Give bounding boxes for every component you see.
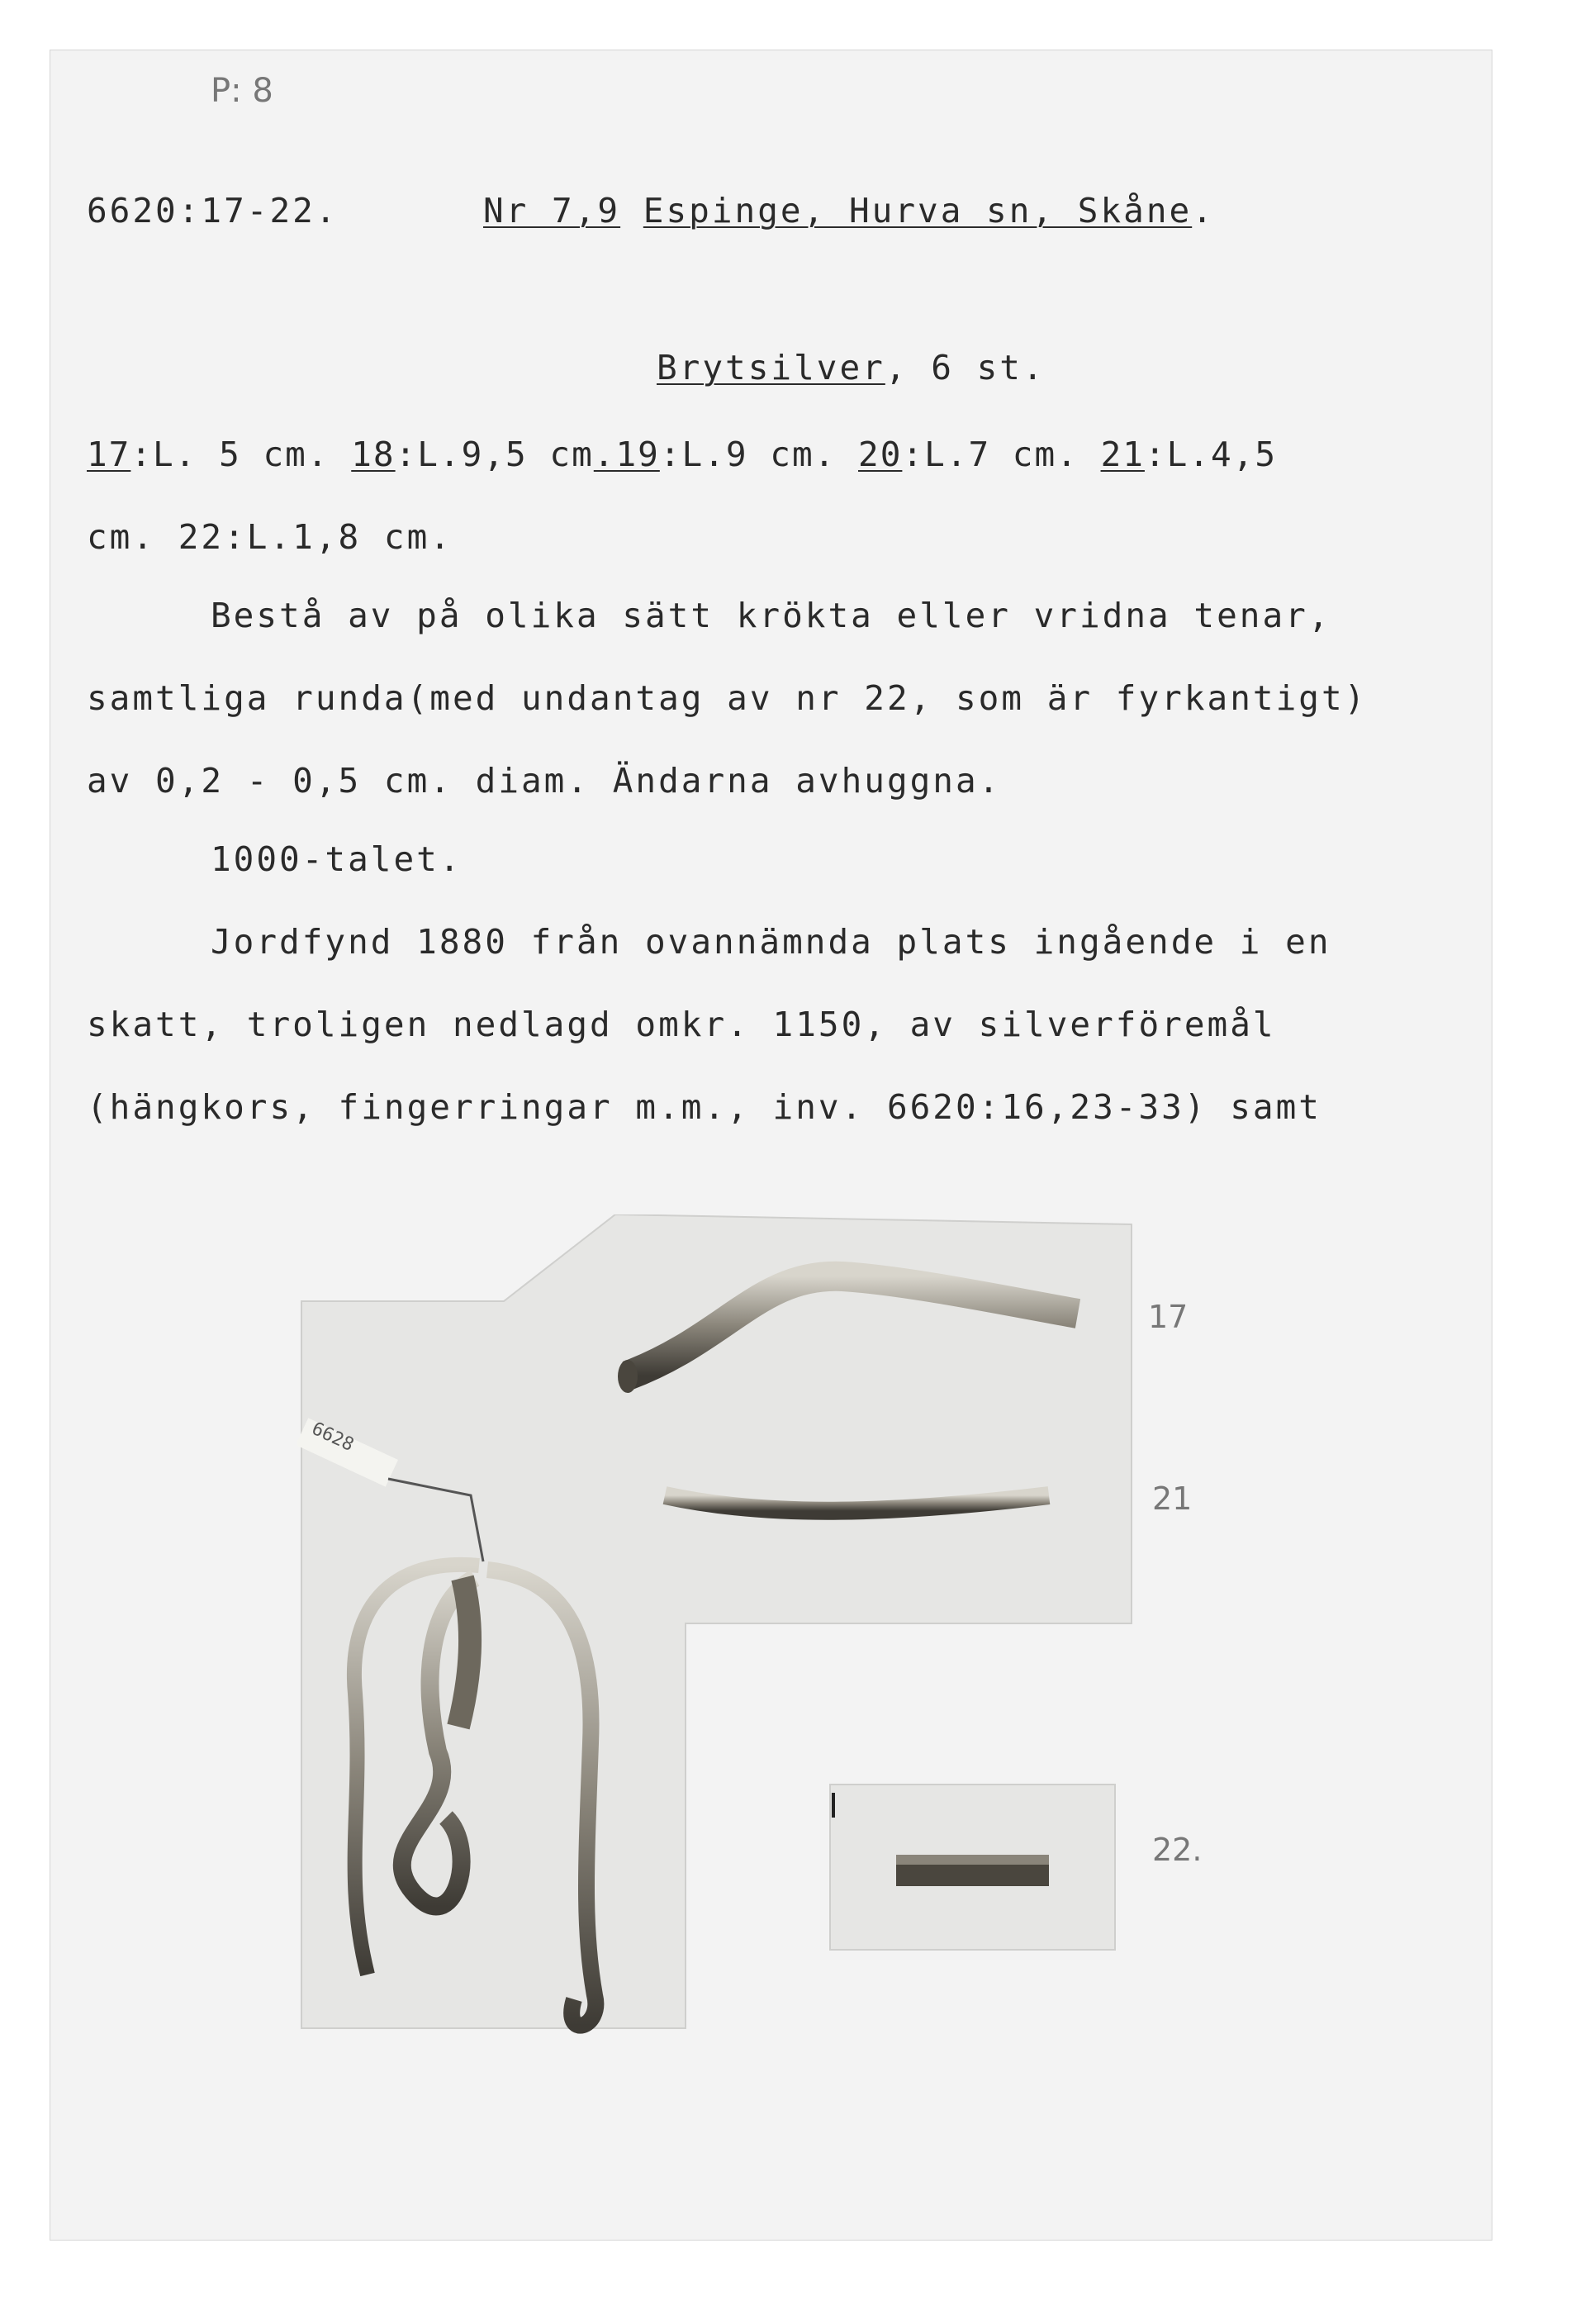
find-context-line-3: (hängkors, fingerringar m.m., inv. 6620:16,23-33) samt (87, 1087, 1321, 1127)
m20-val: :L.7 cm. (902, 435, 1079, 474)
m21-val: :L.4,5 (1144, 435, 1278, 474)
m20-num: 20 (858, 435, 903, 474)
m17-val: :L. 5 cm. (130, 435, 330, 474)
label-21: 21 (1152, 1480, 1193, 1517)
m18-val: :L.9,5 cm (395, 435, 594, 474)
museum-tag-number: 6628 (308, 1418, 358, 1456)
description-line-3: av 0,2 - 0,5 cm. diam. Ändarna avhuggna. (87, 761, 1002, 801)
find-context-line-1: Jordfynd 1880 från ovannämnda plats ingående i en (211, 922, 1331, 962)
m17-num: 17 (87, 435, 131, 474)
artifact-17-end (618, 1360, 638, 1393)
object-count: , 6 st. (885, 348, 1046, 387)
site-period: . (1192, 191, 1215, 230)
measurements-line-2: cm. 22:L.1,8 cm. (87, 517, 453, 557)
description-line-2: samtliga runda(med undantag av nr 22, som är fyrkantigt) (87, 678, 1368, 718)
artifact-22-highlight (896, 1855, 1049, 1865)
find-context-line-2: skatt, troligen nedlagd omkr. 1150, av silverföremål (87, 1005, 1276, 1044)
site-place: Espinge, Hurva sn, Skåne (643, 191, 1193, 230)
artifact-twist-core (458, 1578, 470, 1727)
m18-num: 18 (351, 435, 396, 474)
inventory-number: 6620:17-22. (87, 191, 339, 230)
m19-val: :L.9 cm. (659, 435, 837, 474)
photo-22-mark (832, 1793, 835, 1818)
object-term: Brytsilver (657, 348, 885, 387)
description-line-1: Bestå av på olika sätt krökta eller vridna tenar, (211, 596, 1331, 635)
page-reference: P: 8 (211, 72, 273, 110)
m19-num: .19 (593, 435, 660, 474)
m21-num: 21 (1100, 435, 1145, 474)
label-17: 17 (1148, 1299, 1189, 1335)
label-22: 22. (1152, 1832, 1203, 1868)
measurements-line-1 (87, 435, 1278, 474)
site-heading (483, 191, 1215, 230)
site-number: Nr 7,9 (483, 191, 621, 230)
artifact-photo-collage (297, 1214, 1140, 2041)
object-heading (657, 348, 1046, 387)
dating: 1000-talet. (211, 839, 463, 879)
